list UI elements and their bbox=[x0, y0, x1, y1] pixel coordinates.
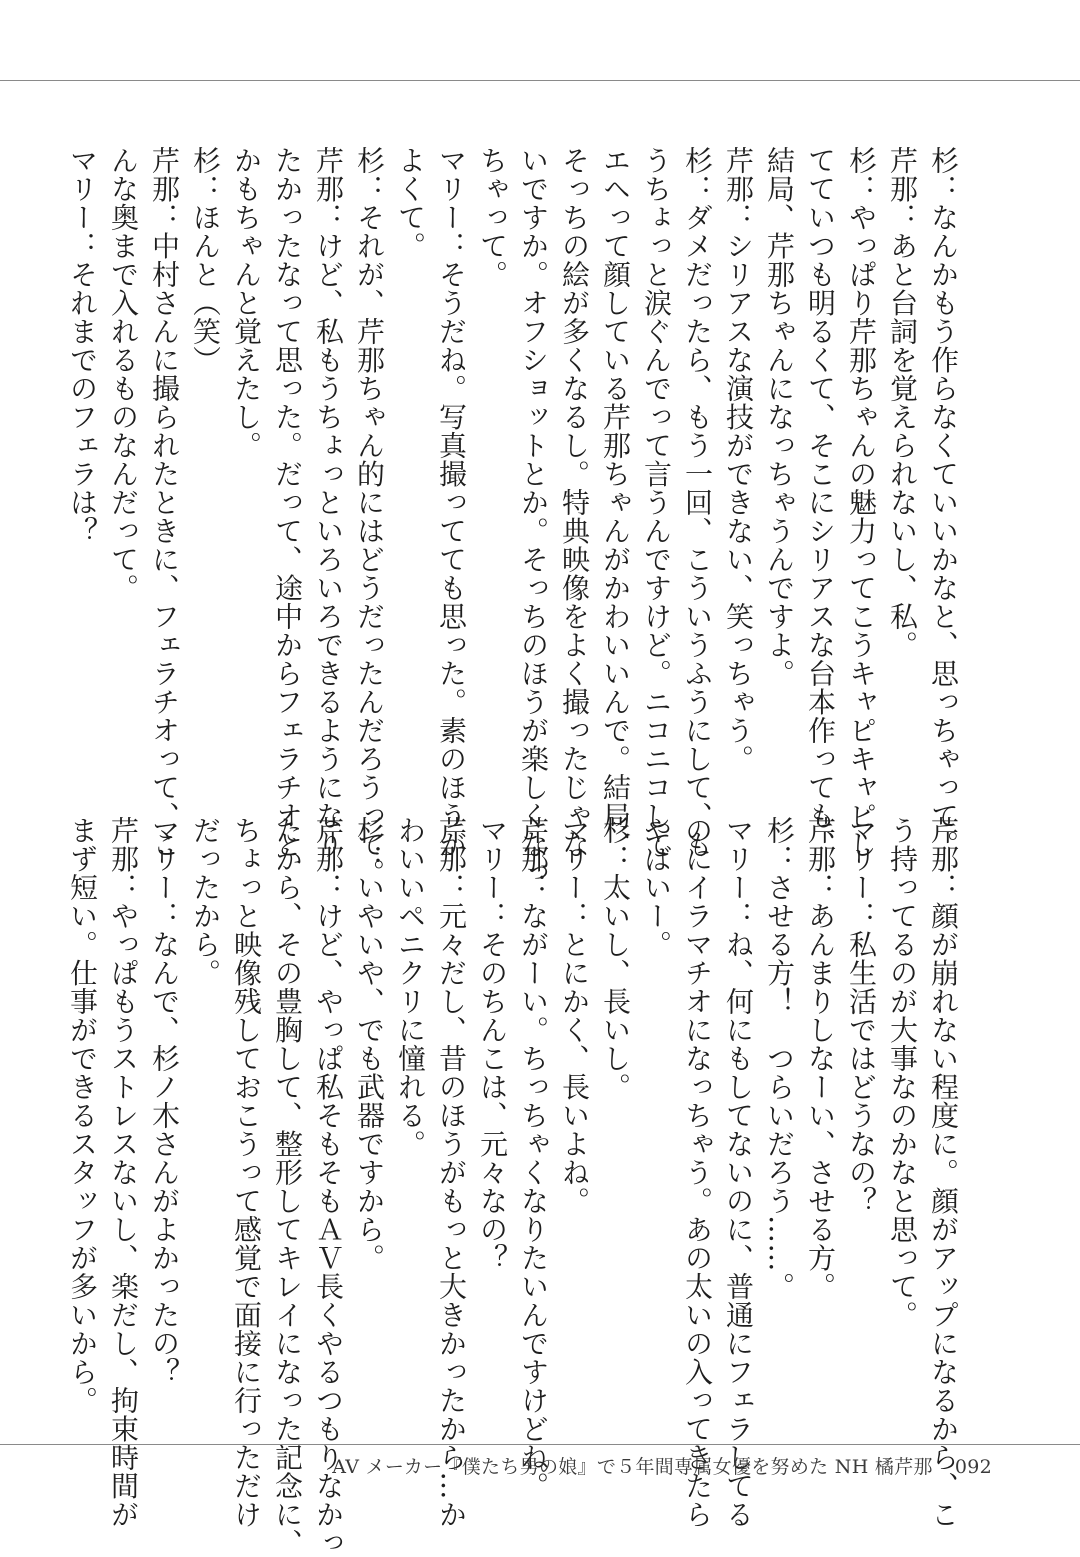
upper-text-line: 杉：ほんと（笑） bbox=[189, 146, 222, 374]
upper-text-line: 芹那：けど、私もうちょっといろいろできるようになり bbox=[312, 146, 345, 859]
upper-text-block bbox=[62, 146, 964, 887]
upper-text-line: んな奥まで入れるものなんだって。 bbox=[107, 146, 140, 602]
lower-text-line: まず短い。仕事ができるスタッフが多いから。 bbox=[66, 816, 99, 1415]
lower-text-line: ちょっと映像残しておこうって感覚で面接に行っただけ bbox=[230, 816, 263, 1529]
page-footer bbox=[332, 1452, 992, 1479]
upper-text-line: エヘって顔している芹那ちゃんがかわいいんで。結局、 bbox=[599, 146, 632, 859]
upper-text-line: 結局、芹那ちゃんになっちゃうんですよ。 bbox=[763, 146, 796, 688]
upper-text-line: 杉：やっぱり芹那ちゃんの魅力ってこうキャピキャピし bbox=[845, 146, 878, 859]
upper-text-line: 杉：なんかもう作らなくていいかなと、思っちゃって。 bbox=[927, 146, 960, 859]
lower-text-line: 芹那：顔が崩れない程度に。顔がアップになるから、こ bbox=[927, 816, 960, 1529]
upper-text-line: 芹那：シリアスな演技ができない、笑っちゃう。 bbox=[722, 146, 755, 773]
lower-text-line: わいいペニクリに憧れる。 bbox=[394, 816, 427, 1158]
upper-text-line: いですか。オフショットとか。そっちのほうが楽しくなっ bbox=[517, 146, 550, 887]
upper-text-line: たかったなって思った。だって、途中からフェラチオと bbox=[271, 146, 304, 859]
lower-text-line: マリー：なんで、杉ノ木さんがよかったの？ bbox=[148, 816, 181, 1386]
footer-rule bbox=[0, 1444, 1080, 1445]
page-number: 092 bbox=[954, 1456, 992, 1478]
lower-text-line: マリー：私生活ではどうなの？ bbox=[845, 816, 878, 1215]
lower-text-line: 杉：いやいや、でも武器ですから。 bbox=[353, 816, 386, 1272]
lower-text-line: 芹那：ながーい。ちっちゃくなりたいんですけどね。 bbox=[517, 816, 550, 1500]
upper-text-line: 杉：それが、芹那ちゃん的にはどうだったんだろうって。 bbox=[353, 146, 386, 887]
upper-text-line: 芹那：あと台詞を覚えられないし、私。 bbox=[886, 146, 919, 659]
upper-text-line: そっちの絵が多くなるし。特典映像をよく撮ったじゃな bbox=[558, 146, 591, 859]
upper-text-line: よくて。 bbox=[394, 146, 427, 260]
upper-text-line: うちょっと涙ぐんでって言うんですけど。ニコニコして bbox=[640, 146, 673, 859]
header-rule bbox=[0, 80, 1080, 81]
lower-text-line: 芹那：やっぱもうストレスないし、楽だし、拘束時間が bbox=[107, 816, 140, 1529]
upper-text-line: てていつも明るくて、そこにシリアスな台本作っても、 bbox=[804, 146, 837, 859]
upper-text-line: ちゃって。 bbox=[476, 146, 509, 289]
lower-text-line: マリー：とにかく、長いよね。 bbox=[558, 816, 591, 1215]
lower-text-line: やばいー。 bbox=[640, 816, 673, 959]
upper-text-line: マリー：そうだね。写真撮ってても思った。素のほうが bbox=[435, 146, 468, 859]
upper-text-line: マリー：それまでのフェラは？ bbox=[66, 146, 99, 545]
lower-text-line: 芹那：元々だし、昔のほうがもっと大きかったから…か bbox=[435, 816, 468, 1529]
lower-text-line: だったから。 bbox=[189, 816, 222, 987]
lower-text-line: のにイラマチオになっちゃう。あの太いの入ってきたら bbox=[681, 816, 714, 1529]
lower-text-line: たから、その豊胸して、整形してキレイになった記念に、 bbox=[271, 816, 304, 1557]
upper-text-line: 杉：ダメだったら、もう一回、こういうふうにして、も bbox=[681, 146, 714, 859]
lower-text-line: マリー：そのちんこは、元々なの？ bbox=[476, 816, 509, 1272]
lower-text-line: 芹那：あんまりしなーい、させる方。 bbox=[804, 816, 837, 1301]
lower-text-line: う持ってるのが大事なのかなと思って。 bbox=[886, 816, 919, 1329]
upper-text-line: かもちゃんと覚えたし。 bbox=[230, 146, 263, 460]
footer-caption: AV メーカー『僕たち男の娘』で５年間専属女優を努めた NH 橘芹那 bbox=[332, 1456, 933, 1478]
lower-text-line: 杉：させる方！ つらいだろう……。 bbox=[763, 816, 796, 1301]
upper-text-line: 芹那：中村さんに撮られたときに、フェラチオって、こ bbox=[148, 146, 181, 859]
lower-text-line: マリー：ね、何にもしてないのに、普通にフェラしてる bbox=[722, 816, 755, 1529]
lower-text-line: 杉：太いし、長いし。 bbox=[599, 816, 632, 1101]
lower-text-line: 芹那：けど、やっぱ私そもそもＡＶ長くやるつもりなかっ bbox=[312, 816, 345, 1557]
